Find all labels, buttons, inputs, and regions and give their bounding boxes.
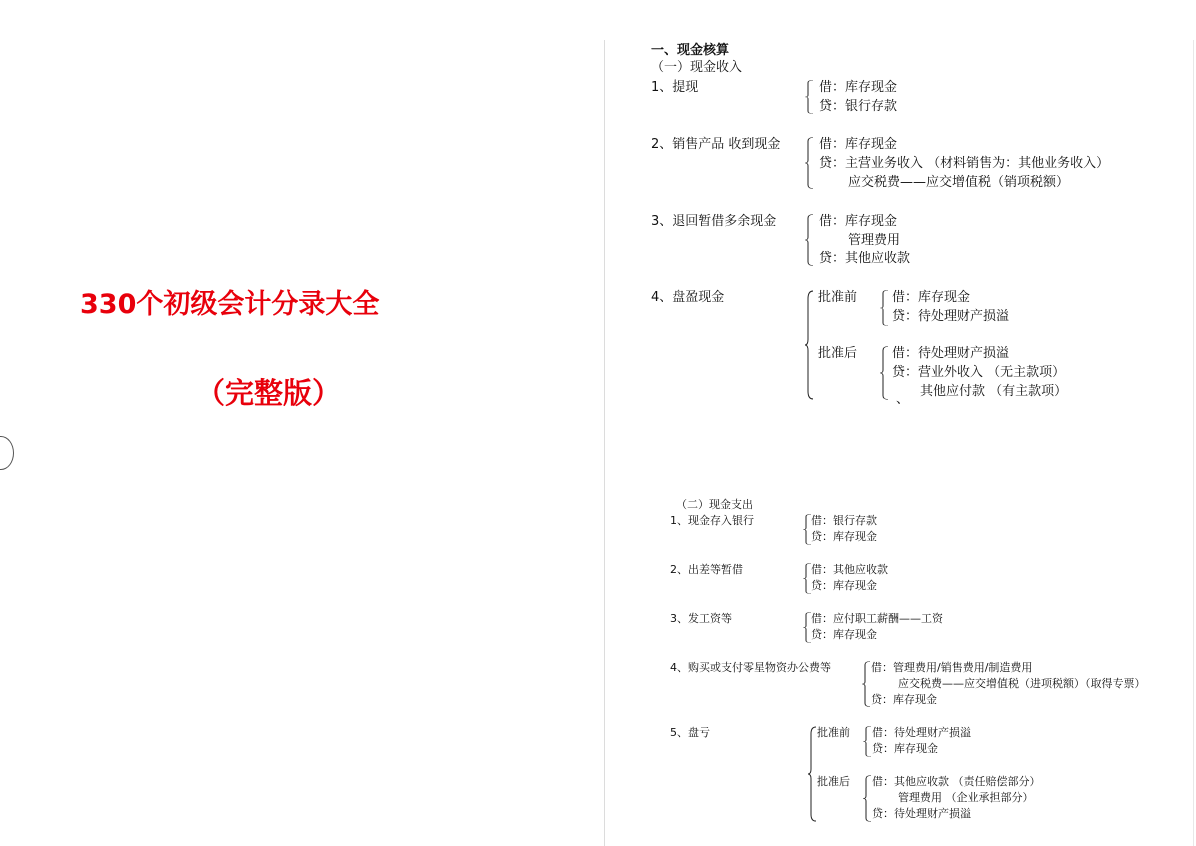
entry-line: 借：应付职工薪酬——工资: [811, 612, 943, 625]
cover-title: 330个初级会计分录大全: [80, 289, 380, 320]
brace-icon: [808, 726, 817, 822]
entry-line: 贷：主营业务收入 （材料销售为：其他业务收入）: [819, 156, 1110, 171]
entry-line: 应交税费——应交增值税（进项税额）（取得专票）: [898, 677, 1146, 690]
entry-line: 借：库存现金: [819, 137, 898, 152]
brace-icon: [805, 214, 814, 266]
entry-line: 借：管理费用/销售费用/制造费用: [871, 661, 1033, 674]
page-nav-circle[interactable]: [0, 436, 14, 470]
sub-label-after: 批准后: [817, 775, 850, 788]
entry-line: 借：库存现金: [892, 290, 971, 305]
brace-icon: [805, 290, 814, 400]
entry-label: 2、销售产品 收到现金: [651, 137, 781, 152]
brace-icon: [863, 775, 872, 822]
entry-line: 借：库存现金: [819, 80, 898, 95]
entry-line: 管理费用: [848, 233, 901, 248]
entry-label: 2、出差等暂借: [670, 563, 743, 576]
entry-label: 1、提现: [651, 80, 699, 95]
entry-line: 贷：库存现金: [811, 579, 877, 592]
sub-label-before: 批准前: [817, 726, 850, 739]
entry-line: 贷：其他应收款: [819, 251, 911, 266]
cover-subtitle: （完整版）: [196, 376, 342, 410]
entry-line: 贷：库存现金: [811, 530, 877, 543]
brace-icon: [880, 290, 889, 326]
entry-line: 借：其他应收款: [811, 563, 888, 576]
entry-line: 贷：营业外收入 （无主款项）: [892, 365, 1066, 380]
brace-icon: [863, 726, 872, 757]
entry-line: 借：银行存款: [811, 514, 877, 527]
brace-icon: [805, 137, 814, 189]
entry-line: 贷：库存现金: [811, 628, 877, 641]
entry-line: 借：其他应收款 （责任赔偿部分）: [872, 775, 1041, 788]
entry-line: 借：库存现金: [819, 214, 898, 229]
entry-line: 管理费用 （企业承担部分）: [898, 791, 1034, 804]
entry-label: 3、退回暂借多余现金: [651, 214, 777, 229]
stray-mark: 、: [896, 392, 910, 407]
sub-label-after: 批准后: [818, 346, 858, 361]
subsection-heading-expense: （二）现金支出: [676, 498, 753, 511]
sub-label-before: 批准前: [818, 290, 858, 305]
brace-icon: [805, 80, 814, 114]
entry-label: 1、现金存入银行: [670, 514, 754, 527]
subsection-heading-income: （一）现金收入: [651, 60, 743, 75]
brace-icon: [880, 346, 889, 400]
entry-line: 贷：待处理财产损溢: [892, 309, 1010, 324]
entry-line: 其他应付款 （有主款项）: [920, 384, 1068, 399]
entry-line: 借：待处理财产损溢: [892, 346, 1010, 361]
entry-line: 贷：库存现金: [871, 693, 937, 706]
entry-line: 贷：银行存款: [819, 99, 898, 114]
entry-line: 借：待处理财产损溢: [872, 726, 971, 739]
page-divider: [604, 40, 605, 846]
entry-label: 3、发工资等: [670, 612, 732, 625]
entry-label: 5、盘亏: [670, 726, 710, 739]
entry-line: 贷：待处理财产损溢: [872, 807, 971, 820]
entry-line: 应交税费——应交增值税（销项税额）: [848, 175, 1070, 190]
page-edge: [1193, 40, 1194, 846]
entry-line: 贷：库存现金: [872, 742, 938, 755]
brace-icon: [862, 661, 871, 707]
entry-label: 4、购买或支付零星物资办公费等: [670, 661, 831, 674]
entry-label: 4、盘盈现金: [651, 290, 725, 305]
section-heading: 一、现金核算: [651, 43, 730, 58]
